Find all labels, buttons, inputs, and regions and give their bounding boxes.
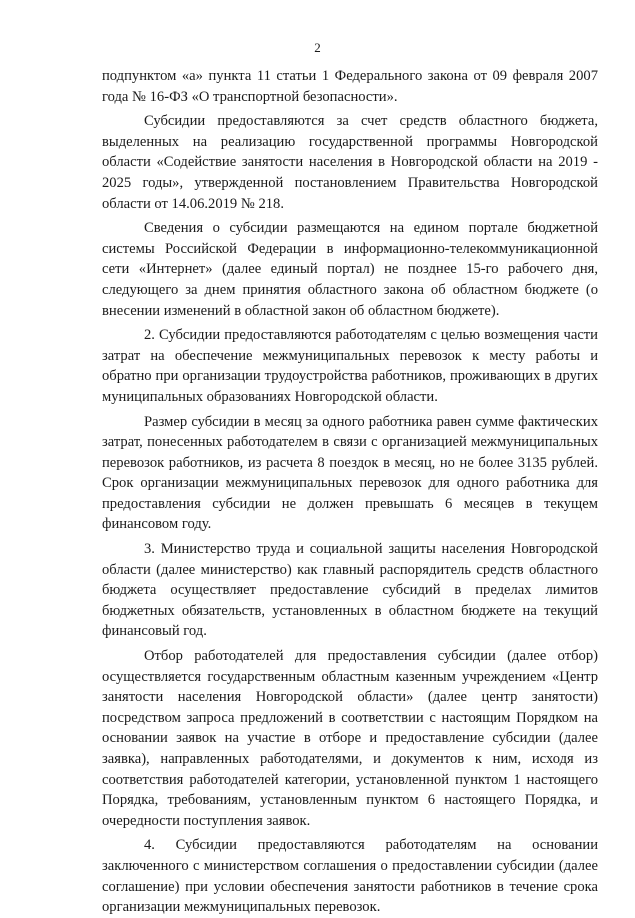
page-number: 2 [314,40,321,55]
paragraph-funding-source: Субсидии предоставляются за счет средств областного бюджета, выделенных на реализацию государственной программы Новгородской области «Содействие занятости населения в Новгородской области на 2019 - 2025 годы», утвержденной постановлением Правительства Новгородской области от 14.06.2019 № 218. [102,113,598,212]
paragraph-item-2: 2. Субсидии предоставляются работодателям с целью возмещения части затрат на обеспечение межмуниципальных перевозок к месту работы и обратно при организации трудоустройства работников, проживающих в других муниципальных образованиях Новгородской области. [102,327,598,405]
paragraph-item-4: 4. Субсидии предоставляются работодателям на основании заключенного с министерством соглашения о предоставлении субсидии (далее соглашение) при условии обеспечения занятости работников в течение срока организации межмуниципальных перевозок. [102,837,598,916]
document-body [102,66,598,918]
paragraph-subsidy-amount: Размер субсидии в месяц за одного работника равен сумме фактических затрат, понесенных работодателем в связи с организацией межмуниципальных перевозок работников, из расчета 8 поездок в месяц, но не более 3135 рублей. Срок организации межмуниципальных перевозок для одного работника для предоставления субсидии не должен превышать 6 месяцев в текущем финансовом году. [102,413,598,533]
paragraph-item-3: 3. Министерство труда и социальной защиты населения Новгородской области (далее министерство) как главный распорядитель средств областного бюджета осуществляет предоставление субсидий в пределах лимитов бюджетных обязательств, установленных в областном бюджете на текущий финансовый год. [102,541,598,640]
paragraph-selection: Отбор работодателей для предоставления субсидии (далее отбор) осуществляется государственным областным казенным учреждением «Центр занятости населения Новгородской области» (далее центр занятости) посредством запроса предложений в соответствии с настоящим Порядком на основании заявок на участие в отборе и предоставление субсидии (далее заявка), направленных работодателями, и документов к ним, исходя из соответствия работодателей категории, установленной пунктом 1 настоящего Порядка, требованиям, установленным пунктом 6 настоящего Порядка, и очередности поступления заявок. [102,648,598,829]
paragraph-continuation: подпунктом «а» пункта 11 статьи 1 Федерального закона от 09 февраля 2007 года № 16-ФЗ «О транспортной безопасности». [102,68,598,105]
paragraph-portal-info: Сведения о субсидии размещаются на едином портале бюджетной системы Российской Федерации в информационно-телекоммуникационной сети «Интернет» (далее единый портал) не позднее 15-го рабочего дня, следующего за днем принятия областного закона об областном бюджете (о внесении изменений в областной закон об областном бюджете). [102,220,598,319]
